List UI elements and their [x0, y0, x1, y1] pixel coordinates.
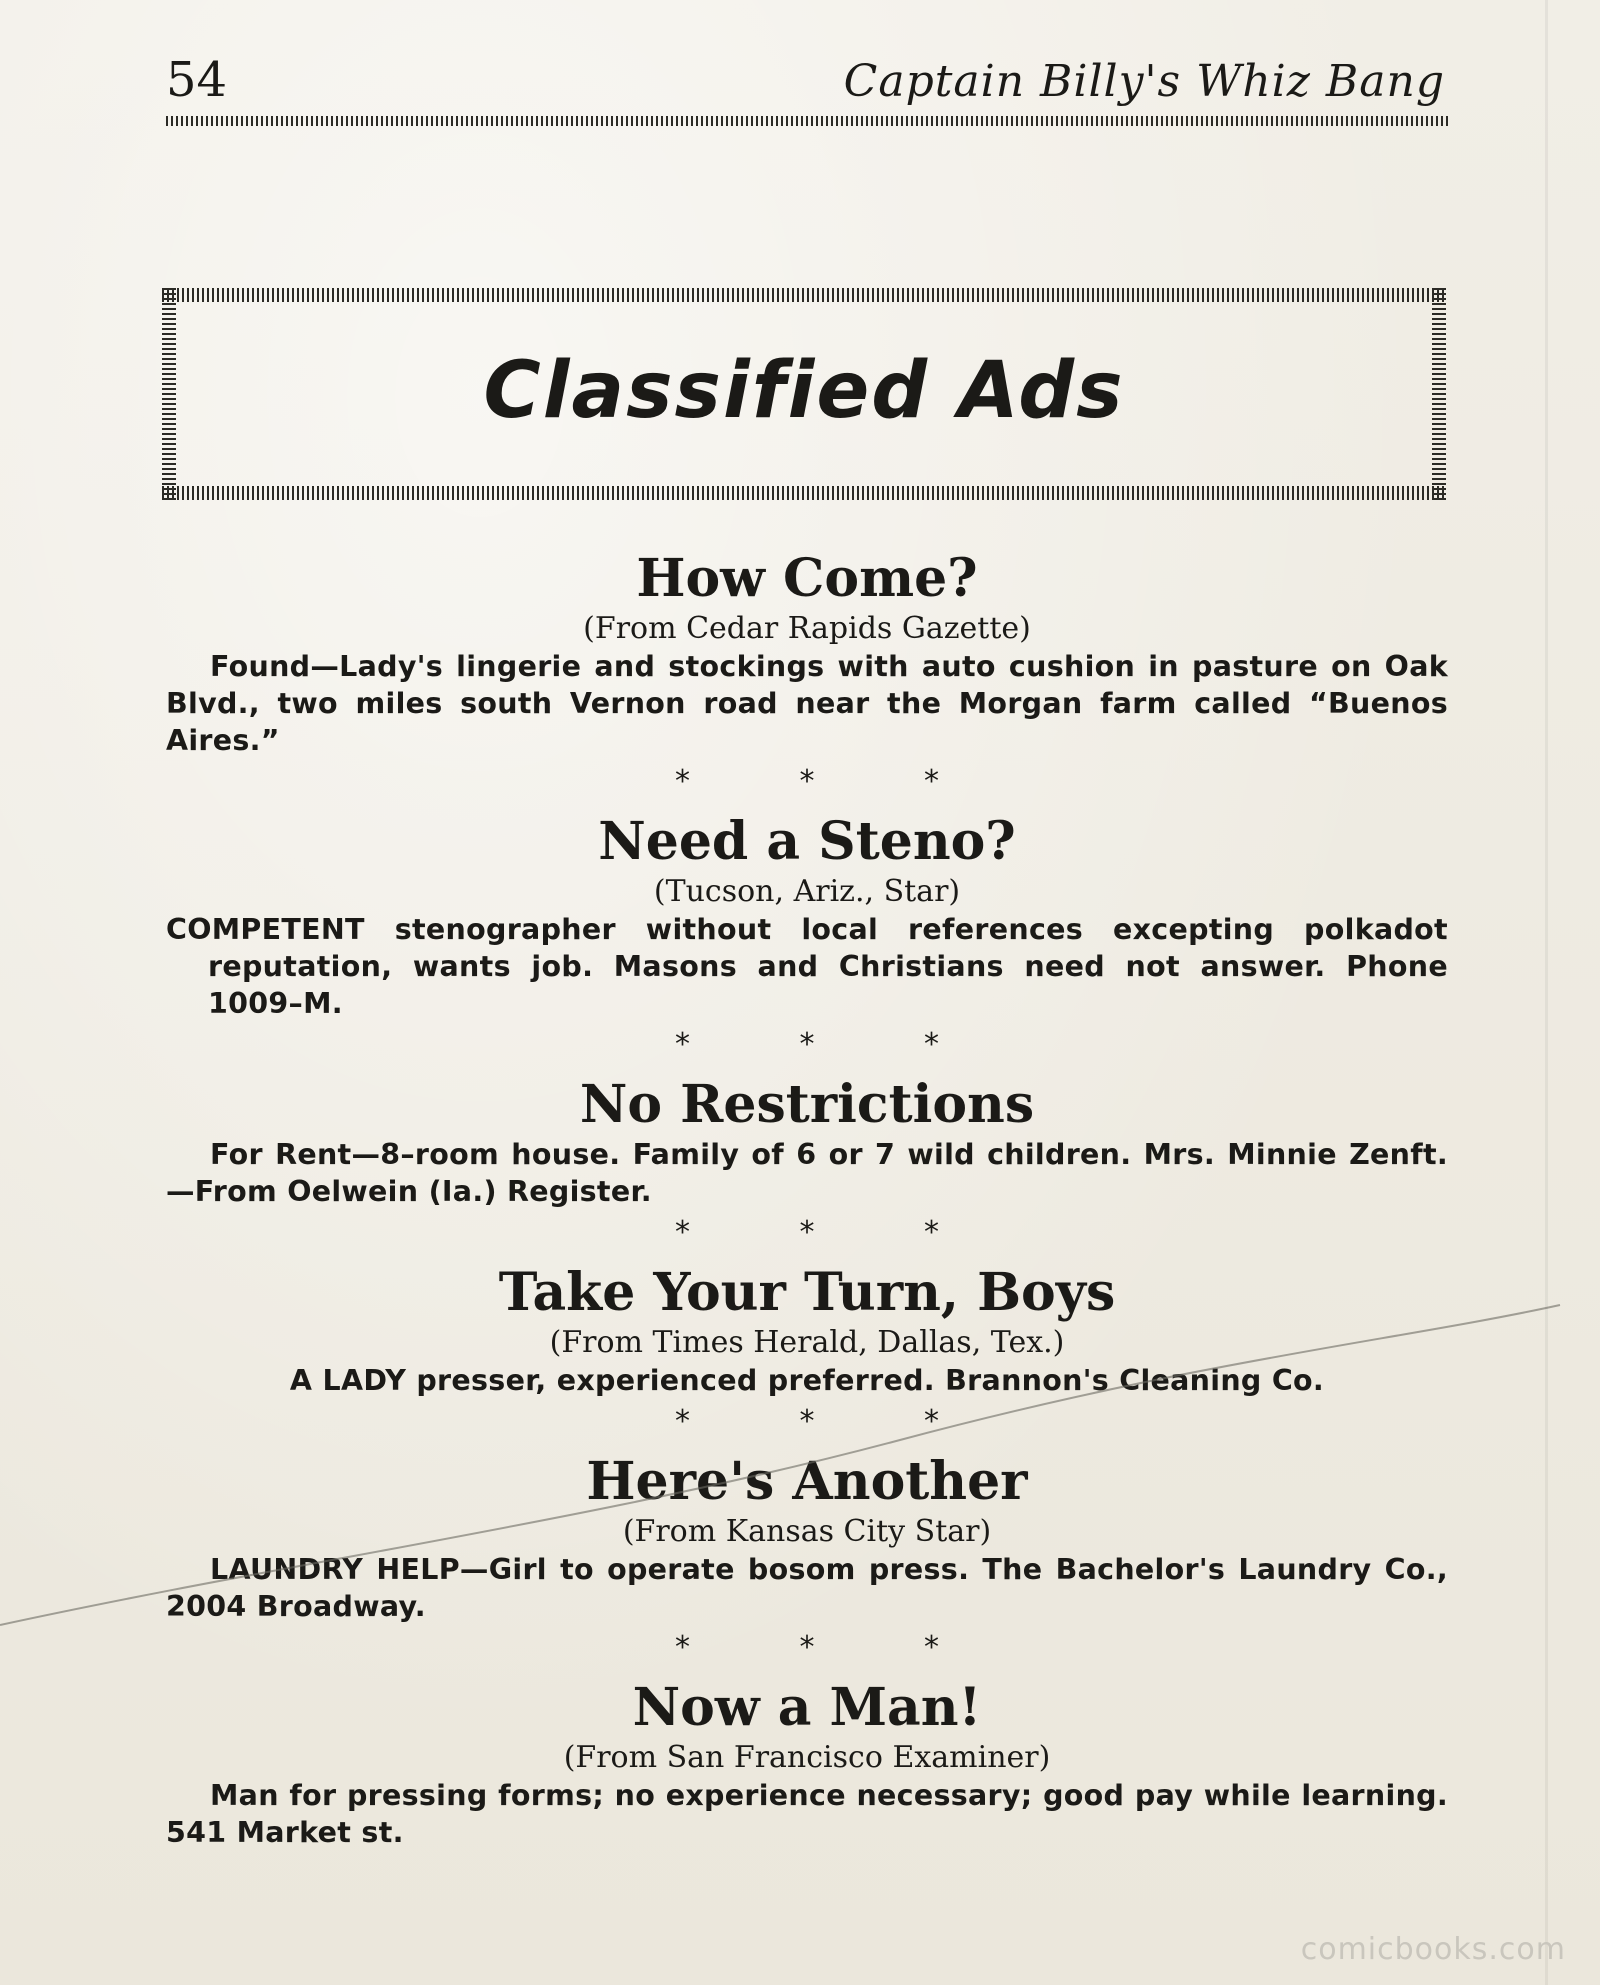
ad-headline: Now a Man! — [632, 1677, 982, 1738]
ad-heres-another — [166, 1451, 1448, 1625]
ad-body: A LADY presser, experienced preferred. Brannon's Cleaning Co. — [289, 1364, 1325, 1397]
running-title: Captain Billy's Whiz Bang — [843, 56, 1445, 107]
ad-headline: No Restrictions — [579, 1074, 1035, 1135]
page-fold-shadow — [1545, 0, 1548, 1985]
ad-headline: How Come? — [636, 548, 978, 609]
ad-body: LAUNDRY HELP—Girl to operate bosom press. The Bachelor's Laundry Co., 2004 Broadway. — [166, 1553, 1448, 1623]
ad-body: For Rent—8–room house. Family of 6 or 7 wild children. Mrs. Minnie Zenft.—From Oelwein (Ia.) Register. — [166, 1138, 1448, 1208]
header-rule — [166, 116, 1448, 126]
page-number: 54 — [166, 52, 228, 108]
ad-need-a-steno — [166, 811, 1448, 1022]
ad-now-a-man — [166, 1677, 1448, 1851]
section-title: Classified Ads — [483, 346, 1125, 436]
separator-asterisks: * * * — [674, 1027, 990, 1062]
classified-ads-list — [166, 548, 1448, 1851]
ad-source: (From Times Herald, Dallas, Tex.) — [549, 1325, 1065, 1360]
ad-body: Man for pressing forms; no experience necessary; good pay while learning. 541 Market st. — [166, 1779, 1448, 1849]
title-box-border-bottom — [162, 486, 1446, 500]
ad-headline: Here's Another — [586, 1451, 1028, 1512]
ad-no-restrictions — [166, 1074, 1448, 1210]
separator-asterisks: * * * — [674, 764, 990, 799]
ad-source: (From Cedar Rapids Gazette) — [583, 611, 1031, 646]
separator-asterisks: * * * — [674, 1630, 990, 1665]
ad-source: (From Kansas City Star) — [622, 1514, 992, 1549]
ad-headline: Take Your Turn, Boys — [498, 1262, 1116, 1323]
ad-body: Found—Lady's lingerie and stockings with auto cushion in pasture on Oak Blvd., two miles south Vernon road near the Morgan farm called “Buenos Aires.” — [166, 650, 1448, 757]
separator-asterisks: * * * — [674, 1404, 990, 1439]
separator-asterisks: * * * — [674, 1215, 990, 1250]
title-box-border-top — [162, 288, 1446, 302]
ad-body: COMPETENT stenographer without local references excepting polkadot reputation, wants job. Masons and Christians need not answer. Phone 1009–M. — [166, 913, 1448, 1020]
ad-headline: Need a Steno? — [598, 811, 1016, 872]
ad-take-your-turn-boys — [166, 1262, 1448, 1399]
ad-source: (From San Francisco Examiner) — [563, 1740, 1051, 1775]
ad-how-come — [166, 548, 1448, 759]
ad-source: (Tucson, Ariz., Star) — [653, 874, 961, 909]
watermark-text: comicbooks.com — [1300, 1932, 1566, 1967]
title-box — [162, 288, 1446, 500]
